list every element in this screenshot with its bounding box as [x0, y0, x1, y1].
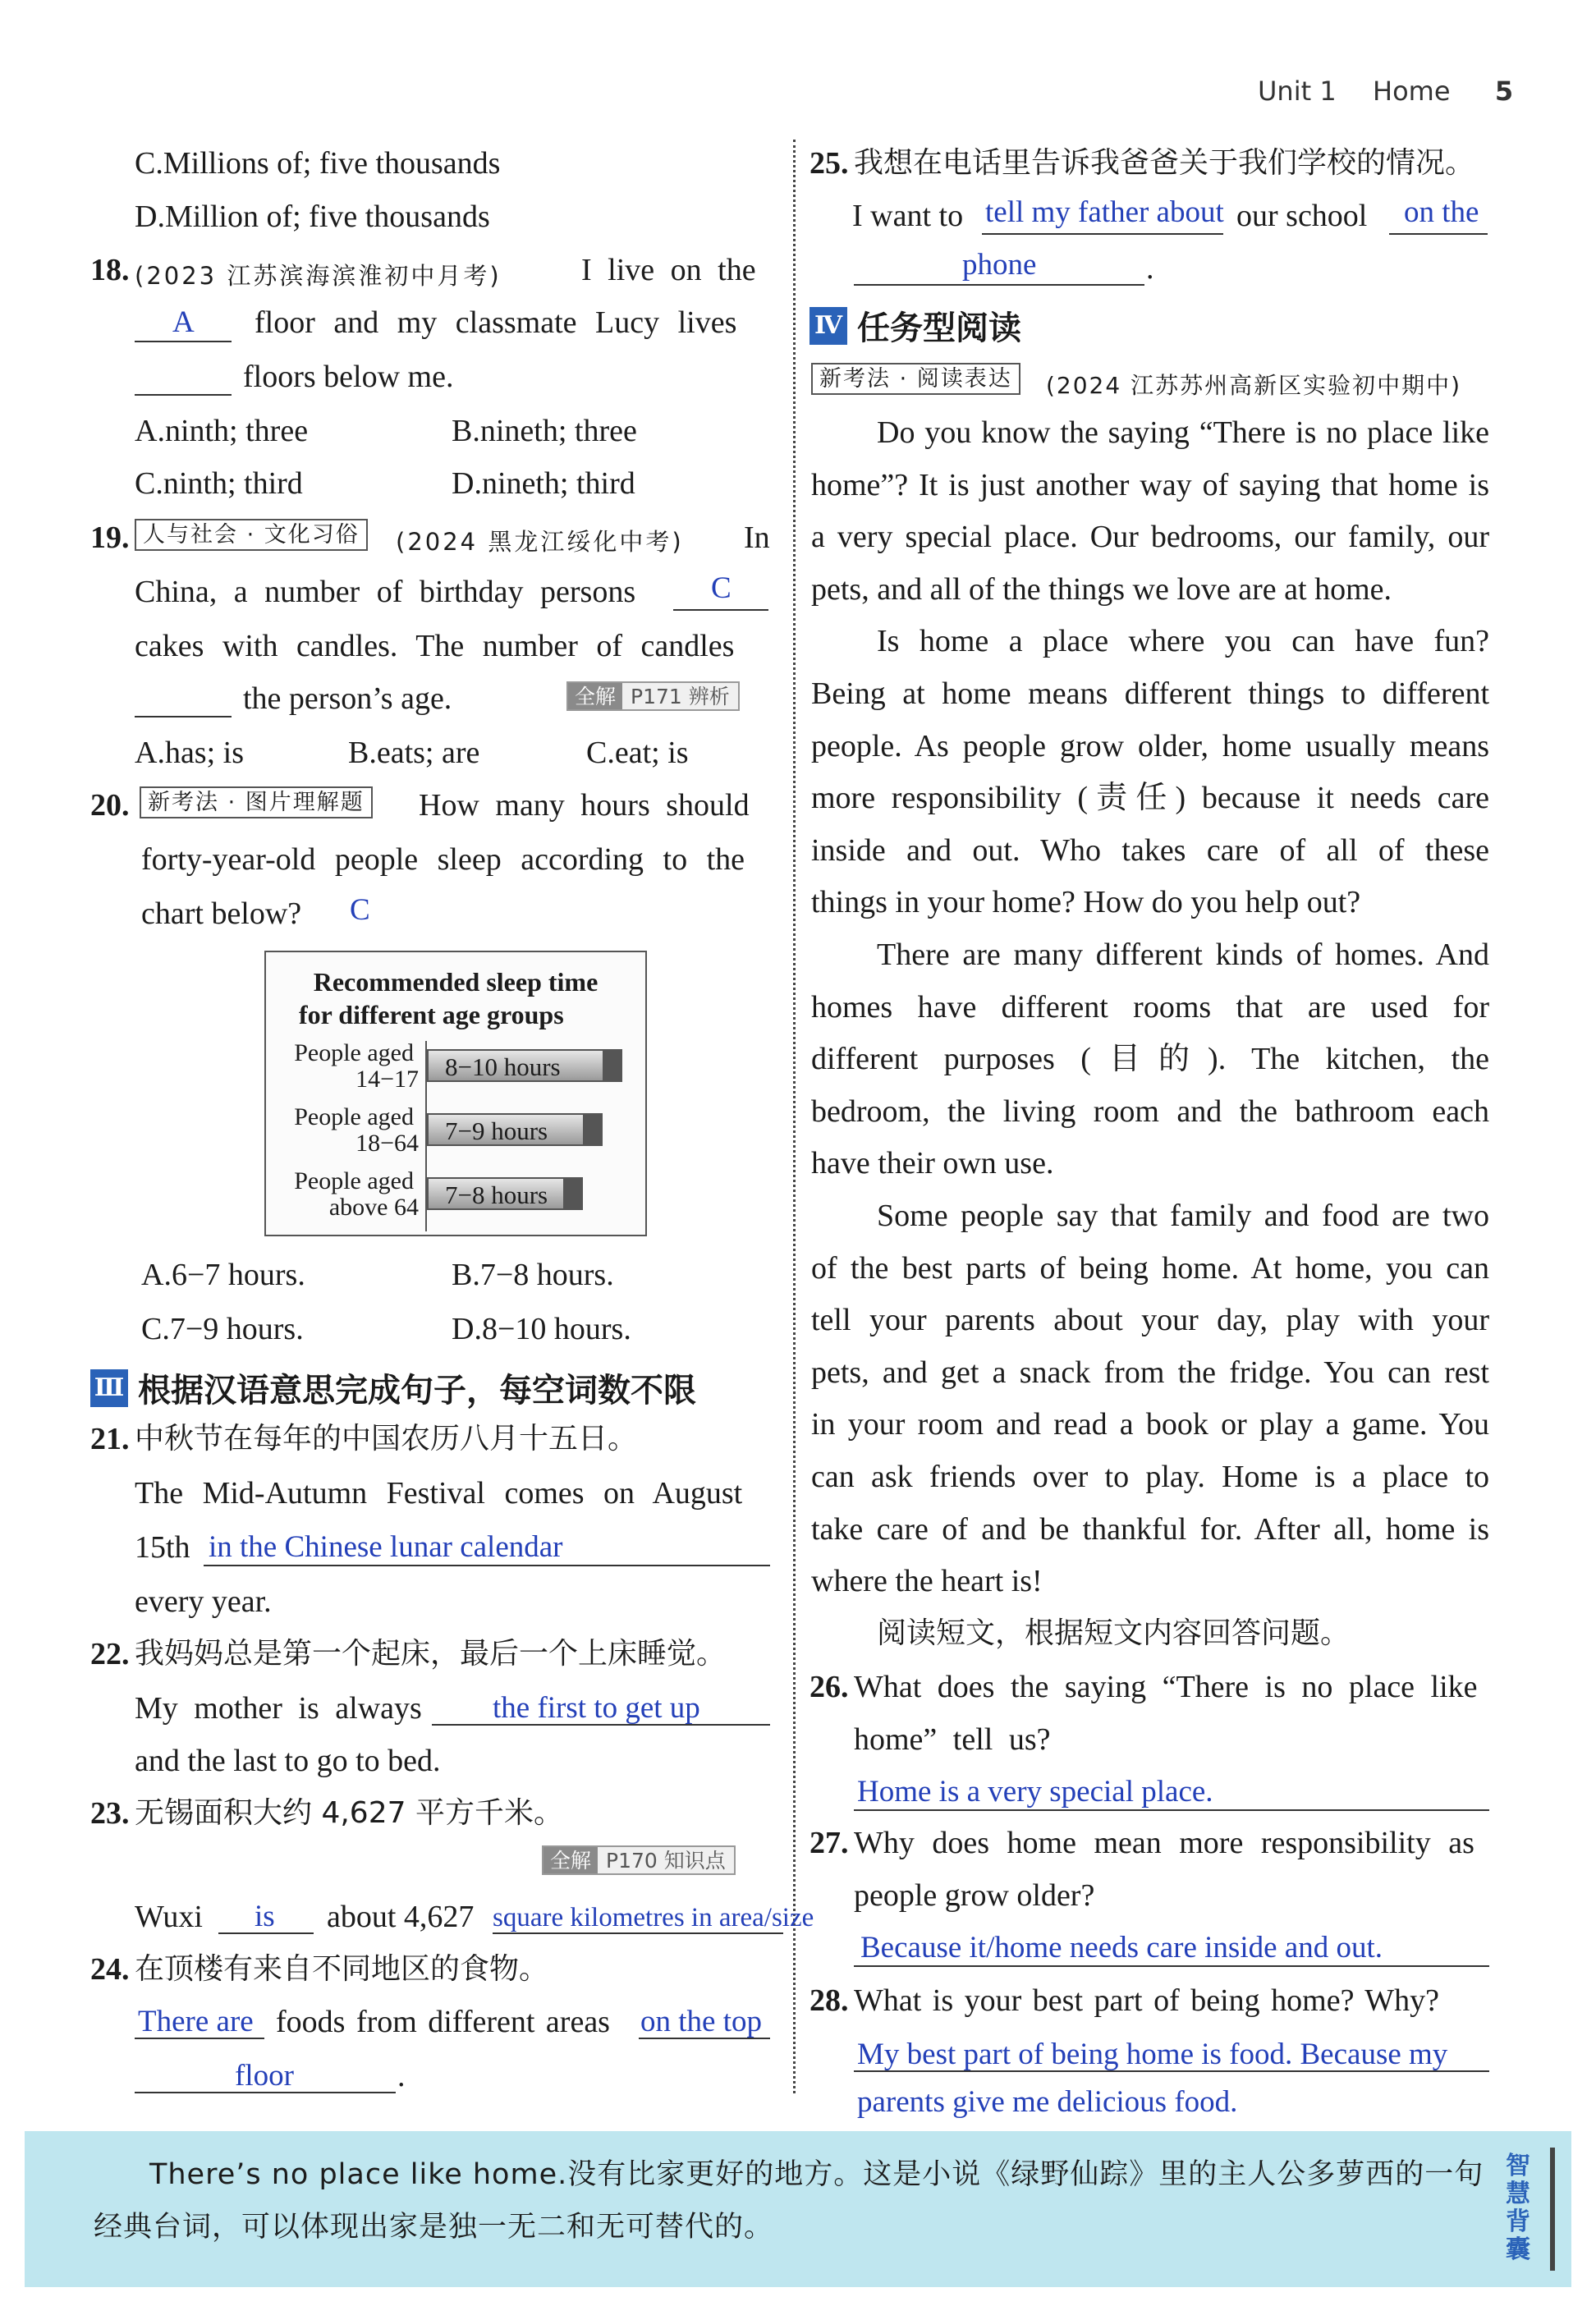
- passage-line: inside and out. Who takes care of all of these: [811, 832, 1489, 868]
- section-3-number: Ⅲ: [90, 1369, 128, 1407]
- q24-answer3: floor: [235, 2059, 294, 2093]
- chart-bar-cap: [583, 1115, 601, 1144]
- q24-answer1: There are: [138, 2005, 254, 2038]
- passage-line: There are many different kinds of homes. And: [877, 938, 1489, 972]
- q19-ref-value: P171 辨析: [622, 683, 738, 709]
- q18-line3: floors below me.: [243, 360, 454, 394]
- q17-option-c: C.Millions of; five thousands: [135, 146, 501, 181]
- q21-number: 21.: [90, 1422, 130, 1456]
- q25-answer1: tell my father about: [985, 195, 1224, 229]
- q19-option-b: B.eats; are: [348, 736, 480, 770]
- q28-number: 28.: [809, 1983, 849, 2018]
- passage-line: pets, and get a snack from the fridge. You can rest: [811, 1355, 1489, 1390]
- passage-line: things in your home? How do you help out?: [811, 885, 1361, 920]
- q17-option-d: D.Million of; five thousands: [135, 199, 490, 234]
- chart-category-label: People aged: [294, 1167, 414, 1194]
- q23-blank2: [493, 1932, 783, 1934]
- q25-blank2: [1389, 233, 1488, 235]
- q28-answer2: parents give me delicious food.: [857, 2085, 1238, 2119]
- q23-chinese: 无锡面积大约 4,627 平方千米。: [135, 1796, 563, 1830]
- chart-title-line1: Recommended sleep time: [313, 967, 598, 997]
- section-label: Home: [1373, 76, 1451, 107]
- q25-chinese: 我想在电话里告诉我爸爸关于我们学校的情况。: [854, 146, 1475, 180]
- q21-line2: 15th: [135, 1530, 190, 1565]
- q26-line1: What does the saying “There is no place like: [854, 1670, 1478, 1704]
- q19-line0: In: [744, 520, 770, 555]
- q24-chinese: 在顶楼有来自不同地区的食物。: [135, 1952, 549, 1986]
- chart-bar: [427, 1049, 622, 1082]
- q20-option-d: D.8−10 hours.: [452, 1312, 631, 1346]
- passage-line: can ask friends over to play. Home is a place to: [811, 1460, 1489, 1494]
- q23-answer1: is: [255, 1900, 275, 1933]
- unit-label: Unit 1: [1258, 76, 1337, 107]
- section-4-title: 任务型阅读: [857, 309, 1021, 347]
- chart-bar-label: 7−9 hours: [445, 1116, 548, 1145]
- q21-blank: [204, 1565, 770, 1566]
- q22-chinese: 我妈妈总是第一个起床，最后一个上床睡觉。: [135, 1637, 727, 1671]
- q23-word2: about 4,627: [327, 1900, 475, 1934]
- passage-line: have their own use.: [811, 1146, 1054, 1181]
- passage-line: in your room and read a book or play a game. You: [811, 1407, 1489, 1442]
- tip-side-label: 智慧背囊: [1506, 2152, 1530, 2264]
- q28-answer1: My best part of being home is food. Because my: [857, 2038, 1448, 2071]
- q20-line2: chart below?: [141, 896, 302, 931]
- chart-category-label: People aged: [294, 1103, 414, 1130]
- chart-bar: [427, 1113, 603, 1146]
- q23-answer2: square kilometres in area/size: [493, 1903, 814, 1932]
- passage-line: bedroom, the living room and the bathroom each: [811, 1093, 1489, 1129]
- q23-number: 23.: [90, 1796, 130, 1831]
- q21-line1: The Mid-Autumn Festival comes on August: [135, 1476, 743, 1511]
- q19-line3: the person’s age.: [243, 681, 452, 716]
- q27-number: 27.: [809, 1826, 849, 1860]
- q19-number: 19.: [90, 520, 130, 555]
- q20-option-c: C.7−9 hours.: [141, 1312, 304, 1346]
- chart-title-line2: for different age groups: [299, 1000, 564, 1029]
- passage-line: pets, and all of the things we love are at home.: [811, 571, 1392, 607]
- q19-source: (2024 黑龙江绥化中考): [396, 528, 684, 556]
- q24-answer2: on the top: [640, 2005, 762, 2038]
- q26-line2: home” tell us?: [854, 1722, 1051, 1757]
- tip-side-bar: [1550, 2148, 1555, 2271]
- tip-box: [25, 2131, 1571, 2287]
- q20-option-a: A.6−7 hours.: [141, 1258, 305, 1292]
- q18-number: 18.: [90, 253, 130, 287]
- q25-answer3: phone: [962, 248, 1037, 282]
- chart-category-sublabel: 14−17: [355, 1066, 419, 1093]
- q20-option-b: B.7−8 hours.: [452, 1258, 614, 1292]
- q18-option-d: D.nineth; third: [452, 466, 635, 501]
- q18-line2: floor and my classmate Lucy lives: [255, 305, 737, 340]
- q25-blank1: [982, 233, 1223, 235]
- q18-answer1: A: [172, 305, 195, 339]
- q22-number: 22.: [90, 1637, 130, 1671]
- q23-reference-badge: [542, 1845, 736, 1875]
- q25-word1: I want to: [852, 199, 964, 233]
- q20-answer: C: [350, 893, 370, 927]
- section-4-tag: 新考法 · 阅读表达: [811, 363, 1020, 395]
- q19-tag: 人与社会 · 文化习俗: [135, 519, 368, 551]
- reading-instruction: 阅读短文，根据短文内容回答问题。: [877, 1616, 1351, 1650]
- chart-bar-cap: [603, 1051, 621, 1080]
- q20-line1: forty-year-old people sleep according to the: [141, 842, 745, 877]
- q24-end: .: [397, 2059, 406, 2093]
- q20-line0: How many hours should: [419, 788, 750, 823]
- q18-option-c: C.ninth; third: [135, 466, 303, 501]
- section-4-source: (2024 江苏苏州高新区实验初中期中): [1046, 372, 1462, 399]
- tip-line1: There’s no place like home.没有比家更好的地方。这是小说《绿野仙踪》里的主人公多萝西的一句: [149, 2158, 1484, 2191]
- q20-tag-wrap: [140, 786, 373, 818]
- passage-line: take care of and be thankful for. After all, home is: [811, 1511, 1489, 1547]
- chart-category-label: People aged: [294, 1039, 414, 1066]
- q23-ref-key: 全解: [543, 1847, 598, 1873]
- q21-answer: in the Chinese lunar calendar: [209, 1530, 563, 1564]
- q25-end: .: [1146, 251, 1154, 286]
- q19-reference-badge: [566, 681, 740, 711]
- passage-line: home”? It is just another way of saying that home is: [811, 467, 1489, 502]
- passage-line: more responsibility (责任) because it needs care: [811, 781, 1489, 816]
- section-3-title: 根据汉语意思完成句子，每空词数不限: [138, 1372, 696, 1410]
- q23-word1: Wuxi: [135, 1900, 203, 1934]
- q18-source: (2023 江苏滨海滨淮初中月考): [135, 262, 502, 290]
- passage-line: a very special place. Our bedrooms, our family, our: [811, 520, 1489, 555]
- passage-line: Is home a place where you can have fun?: [877, 624, 1489, 659]
- q19-blank2: [135, 716, 232, 717]
- q25-answer2: on the: [1404, 195, 1479, 229]
- q25-word2: our school: [1236, 199, 1368, 233]
- q22-line1: My mother is always: [135, 1691, 422, 1726]
- q28-line1: What is your best part of being home? Why?: [854, 1983, 1439, 2018]
- section-4-tag-wrap: [811, 363, 1020, 395]
- section-4-heading: [809, 302, 1021, 349]
- chart-bar-label: 7−8 hours: [445, 1181, 548, 1209]
- q18-blank2: [135, 394, 232, 396]
- passage-line: where the heart is!: [811, 1564, 1043, 1599]
- chart-category-sublabel: above 64: [328, 1194, 419, 1221]
- q18-line1: I live on the: [581, 253, 756, 287]
- chart-bar-label: 8−10 hours: [445, 1052, 561, 1081]
- page-header: [1258, 76, 1513, 107]
- passage-line: tell your parents about your day, play with your: [811, 1303, 1489, 1338]
- passage-line: Being at home means different things to different: [811, 676, 1489, 711]
- q19-line1: China, a number of birthday persons: [135, 575, 636, 609]
- q18-blank1: [135, 341, 232, 342]
- q26-answer: Home is a very special place.: [857, 1775, 1213, 1809]
- q19-answer1: C: [711, 571, 732, 605]
- q18-option-a: A.ninth; three: [135, 414, 309, 448]
- chart-bar-cap: [563, 1179, 581, 1208]
- q21-chinese: 中秋节在每年的中国农历八月十五日。: [135, 1422, 638, 1456]
- q19-option-c: C.eat; is: [586, 736, 689, 770]
- sleep-chart: [264, 951, 647, 1236]
- q24-words: foods from different areas: [276, 2005, 610, 2039]
- q20-number: 20.: [90, 788, 130, 823]
- passage-line: people. As people grow older, home usually means: [811, 728, 1489, 763]
- chart-bar: [427, 1177, 583, 1210]
- passage-line: of the best parts of being home. At home, you can: [811, 1250, 1489, 1286]
- passage-line: homes have different rooms that are used for: [811, 989, 1489, 1025]
- q20-tag: 新考法 · 图片理解题: [140, 786, 373, 818]
- passage-line: different purposes (目的). The kitchen, the: [811, 1042, 1489, 1077]
- q19-ref-key: 全解: [568, 683, 622, 709]
- passage-line: Some people say that family and food are two: [877, 1199, 1489, 1233]
- q25-number: 25.: [809, 146, 849, 181]
- q18-option-b: B.nineth; three: [452, 414, 637, 448]
- q24-number: 24.: [90, 1952, 130, 1987]
- q19-option-a: A.has; is: [135, 736, 244, 770]
- q23-ref-value: P170 知识点: [598, 1847, 734, 1873]
- q19-tag-wrap: [135, 519, 368, 551]
- column-divider: [793, 140, 796, 2093]
- q21-line3: every year.: [135, 1584, 272, 1619]
- q22-answer: the first to get up: [493, 1691, 700, 1725]
- q22-line2: and the last to go to bed.: [135, 1744, 441, 1778]
- q27-line2: people grow older?: [854, 1878, 1095, 1913]
- q19-line2: cakes with candles. The number of candles: [135, 629, 735, 663]
- q25-blank3: [854, 284, 1144, 286]
- q27-blank: [854, 1965, 1489, 1967]
- q27-answer: Because it/home needs care inside and out.: [860, 1931, 1383, 1964]
- q26-number: 26.: [809, 1670, 849, 1704]
- page-number: 5: [1494, 76, 1514, 107]
- section-4-number: Ⅳ: [809, 307, 847, 345]
- q27-line1: Why does home mean more responsibility as: [854, 1826, 1474, 1860]
- section-3-heading: [90, 1364, 696, 1411]
- chart-category-sublabel: 18−64: [355, 1130, 419, 1157]
- q26-blank: [854, 1809, 1489, 1811]
- passage-line: Do you know the saying “There is no place like: [877, 415, 1489, 450]
- q19-blank1: [673, 609, 768, 611]
- tip-line2: 经典台词，可以体现出家是独一无二和无可替代的。: [94, 2211, 774, 2244]
